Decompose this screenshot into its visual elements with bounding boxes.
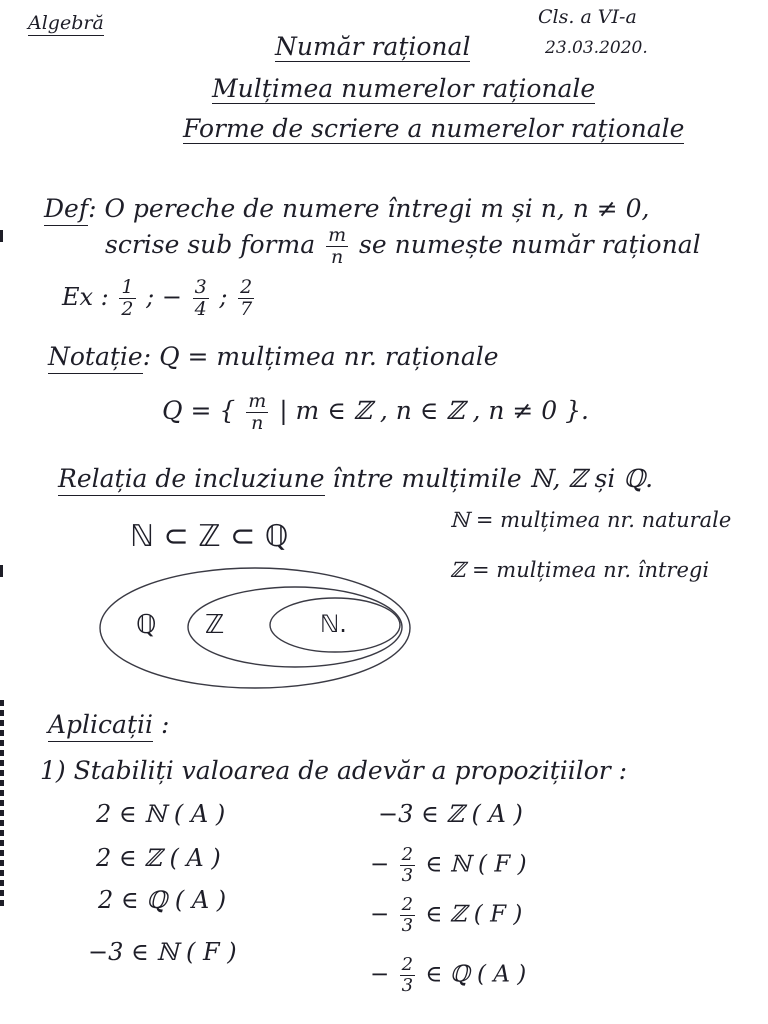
statement-sign: − bbox=[370, 901, 390, 928]
example-fraction-2: $\frac{3}{4}$ bbox=[194, 276, 207, 320]
inclusion-heading-rest: între mulțimile ℕ, ℤ și ℚ. bbox=[332, 464, 654, 493]
venn-label-n: ℕ. bbox=[320, 610, 347, 638]
title-3: Forme de scriere a numerelor raționale bbox=[183, 114, 685, 143]
statement-rest: ∈ ℕ ( F ) bbox=[425, 851, 527, 878]
notation-line-2 bbox=[162, 392, 589, 433]
notation-set-open: Q = { bbox=[162, 396, 236, 425]
example-label: Ex : bbox=[62, 283, 109, 311]
statement-left-2: 2 ∈ ℤ ( A ) bbox=[96, 844, 221, 872]
example-line bbox=[62, 278, 257, 319]
class-label: Cls. a VI-a bbox=[538, 6, 637, 28]
statement-left-4: −3 ∈ ℕ ( F ) bbox=[88, 938, 237, 966]
date-label: 23.03.2020. bbox=[545, 38, 648, 58]
scan-edge-dot bbox=[0, 565, 3, 577]
title-1: Număr rațional bbox=[275, 32, 471, 61]
notation-fraction: $\frac{m}{n}$ bbox=[248, 390, 267, 434]
venn-label-q: ℚ bbox=[136, 610, 157, 640]
statement-rest: ∈ ℚ ( A ) bbox=[425, 961, 527, 988]
venn-label-z: ℤ bbox=[205, 610, 225, 640]
applications-task: 1) Stabiliți valoarea de adevăr a propozițiilor : bbox=[40, 756, 628, 785]
definition-text-1: : O pereche de numere întregi m și n, n ≠ 0, bbox=[88, 194, 650, 223]
example-fraction-3: $\frac{2}{7}$ bbox=[240, 276, 253, 320]
statement-sign: − bbox=[370, 961, 390, 988]
definition-label: Def bbox=[44, 194, 88, 226]
notation-text-1: : Q = mulțimea nr. raționale bbox=[142, 342, 499, 371]
statement-rest: ∈ ℤ ( F ) bbox=[425, 901, 523, 928]
inclusion-heading-underlined: Relația de incluziune bbox=[58, 464, 325, 496]
scan-edge-dot bbox=[0, 230, 3, 242]
notation-label: Notație bbox=[48, 342, 143, 374]
statement-right-1: −3 ∈ ℤ ( A ) bbox=[378, 800, 523, 828]
example-fraction-1: $\frac{1}{2}$ bbox=[121, 276, 134, 320]
applications-heading-line bbox=[48, 712, 169, 737]
natural-set-definition: ℕ = mulțimea nr. naturale bbox=[450, 508, 732, 532]
statement-fraction: $\frac{2}{3}$ bbox=[401, 954, 414, 996]
definition-fraction: $\frac{m}{n}$ bbox=[328, 224, 347, 268]
statement-sign: − bbox=[370, 851, 390, 878]
notation-set-condition: | m ∈ ℤ , n ∈ ℤ , n ≠ 0 }. bbox=[279, 396, 589, 425]
subject-label: Algebră bbox=[28, 12, 104, 34]
example-separator-1: ; − bbox=[146, 283, 182, 311]
statement-right-4 bbox=[370, 956, 526, 995]
statement-right-3 bbox=[370, 896, 522, 935]
statement-left-1: 2 ∈ ℕ ( A ) bbox=[96, 800, 226, 828]
statement-right-2 bbox=[370, 846, 527, 885]
title-2: Mulțimea numerelor raționale bbox=[212, 74, 596, 103]
definition-line-2 bbox=[105, 226, 701, 267]
definition-text-2a: scrise sub forma bbox=[105, 230, 316, 259]
integer-set-definition: ℤ = mulțimea nr. întregi bbox=[450, 558, 710, 582]
statement-left-3: 2 ∈ ℚ ( A ) bbox=[98, 886, 227, 914]
inclusion-heading bbox=[58, 466, 653, 491]
inclusion-chain: ℕ ⊂ ℤ ⊂ ℚ bbox=[130, 519, 289, 554]
applications-colon: : bbox=[160, 710, 170, 739]
applications-heading: Aplicații bbox=[48, 710, 153, 742]
statement-fraction: $\frac{2}{3}$ bbox=[401, 894, 414, 936]
example-separator-2: ; bbox=[219, 283, 228, 311]
scan-edge-marks bbox=[0, 700, 4, 910]
notation-line-1 bbox=[48, 344, 499, 369]
statement-fraction: $\frac{2}{3}$ bbox=[401, 844, 414, 886]
definition-line-1 bbox=[44, 196, 649, 221]
definition-text-2b: se numește număr rațional bbox=[359, 230, 701, 259]
